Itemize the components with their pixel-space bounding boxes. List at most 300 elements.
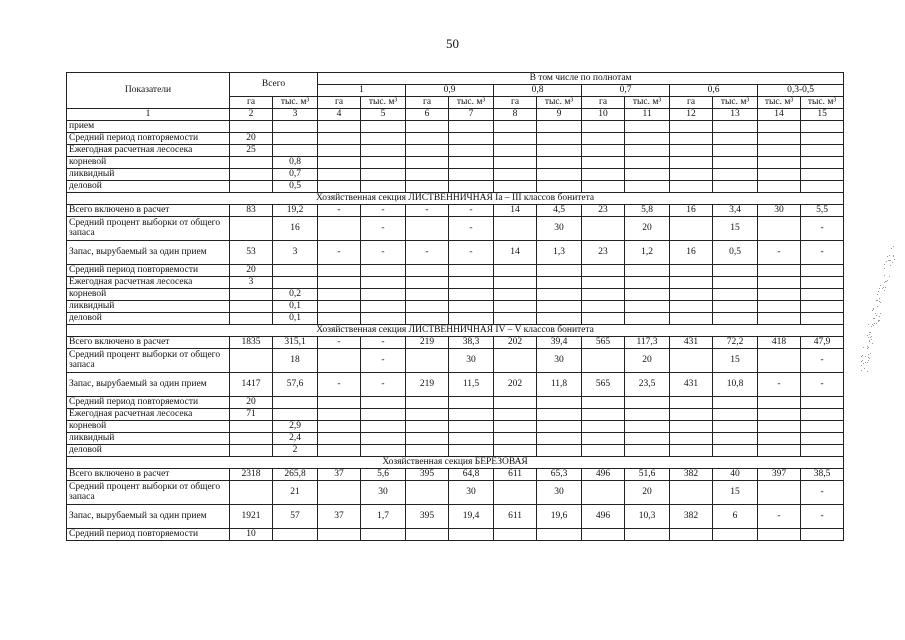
table-cell — [582, 409, 625, 421]
table-cell — [361, 421, 406, 433]
table-row — [67, 529, 844, 541]
unit-ha-header: га — [494, 97, 537, 109]
table-cell: 1,3 — [537, 241, 582, 265]
table-cell — [670, 529, 713, 541]
table-cell — [537, 421, 582, 433]
table-cell — [582, 397, 625, 409]
table-cell: - — [801, 349, 844, 373]
table-cell: 20 — [625, 217, 670, 241]
column-number: 6 — [406, 109, 449, 121]
table-cell — [406, 433, 449, 445]
table-row — [67, 265, 844, 277]
scan-speck — [879, 320, 880, 321]
row-label: Запас, вырубаемый за один прием — [67, 241, 230, 265]
table-cell — [713, 301, 758, 313]
table-cell — [318, 217, 361, 241]
table-cell — [494, 529, 537, 541]
section-header-row — [67, 457, 844, 469]
table-cell — [625, 397, 670, 409]
table-cell: 3 — [273, 241, 318, 265]
table-cell: 395 — [406, 505, 449, 529]
table-cell — [318, 481, 361, 505]
table-cell — [801, 313, 844, 325]
scan-speck — [868, 354, 869, 355]
table-cell — [230, 181, 273, 193]
column-number: 10 — [582, 109, 625, 121]
table-cell — [449, 529, 494, 541]
table-cell: 23 — [582, 205, 625, 217]
table-cell: 431 — [670, 373, 713, 397]
table-cell: 315,1 — [273, 337, 318, 349]
table-cell — [713, 121, 758, 133]
table-cell — [318, 265, 361, 277]
row-label: Средний процент выборки от общего запаса — [67, 217, 230, 241]
table-cell — [406, 445, 449, 457]
table-row — [67, 217, 844, 241]
table-cell — [758, 313, 801, 325]
table-cell: - — [801, 217, 844, 241]
table-cell — [713, 529, 758, 541]
table-cell — [494, 301, 537, 313]
table-cell: 38,3 — [449, 337, 494, 349]
table-cell: - — [318, 337, 361, 349]
table-cell — [801, 301, 844, 313]
scan-speck — [886, 281, 887, 282]
table-cell — [318, 433, 361, 445]
scan-speck — [864, 368, 865, 369]
table-cell — [713, 277, 758, 289]
table-cell — [318, 349, 361, 373]
density-header-4: 0,6 — [670, 85, 758, 97]
table-cell: - — [361, 349, 406, 373]
table-cell — [318, 181, 361, 193]
table-cell: 20 — [230, 133, 273, 145]
column-number: 2 — [230, 109, 273, 121]
scan-noise-decoration — [858, 240, 898, 380]
table-row — [67, 301, 844, 313]
table-cell — [582, 121, 625, 133]
table-cell — [670, 265, 713, 277]
table-cell: 611 — [494, 505, 537, 529]
section-header-row — [67, 193, 844, 205]
scan-speck — [865, 356, 866, 357]
table-cell: 40 — [713, 469, 758, 481]
row-label: ликвидный — [67, 433, 230, 445]
table-cell — [361, 529, 406, 541]
table-cell — [625, 445, 670, 457]
row-label: прием — [67, 121, 230, 133]
header-total: Всего — [230, 73, 318, 97]
table-cell — [758, 529, 801, 541]
table-cell — [713, 397, 758, 409]
table-cell: 565 — [582, 373, 625, 397]
table-cell: 431 — [670, 337, 713, 349]
table-cell — [537, 169, 582, 181]
table-cell: 30 — [361, 481, 406, 505]
table-cell: 0,2 — [273, 289, 318, 301]
table-cell — [494, 157, 537, 169]
table-cell: 14 — [494, 241, 537, 265]
scan-speck — [890, 265, 891, 266]
table-cell — [582, 217, 625, 241]
table-cell — [318, 445, 361, 457]
unit-volume-header: тыс. м³ — [449, 97, 494, 109]
table-cell: 0,5 — [273, 181, 318, 193]
table-cell — [670, 409, 713, 421]
unit-ha-header: га — [406, 97, 449, 109]
table-cell — [625, 529, 670, 541]
table-cell — [494, 277, 537, 289]
table-cell — [230, 289, 273, 301]
table-cell — [449, 277, 494, 289]
scan-speck — [886, 261, 887, 262]
table-cell — [582, 289, 625, 301]
table-cell — [449, 121, 494, 133]
table-cell — [582, 433, 625, 445]
header-indicators: Показатели — [67, 73, 230, 109]
table-cell — [582, 445, 625, 457]
row-label: корневой — [67, 157, 230, 169]
row-label: Средний процент выборки от общего запаса — [67, 481, 230, 505]
table-cell — [670, 217, 713, 241]
table-cell — [230, 313, 273, 325]
table-cell: 20 — [230, 265, 273, 277]
table-cell — [537, 289, 582, 301]
table-cell — [449, 397, 494, 409]
table-cell — [494, 217, 537, 241]
scan-speck — [883, 287, 884, 288]
table-cell — [537, 265, 582, 277]
column-number: 12 — [670, 109, 713, 121]
table-cell — [318, 145, 361, 157]
density-header-1: 0,9 — [406, 85, 494, 97]
scan-speck — [878, 291, 879, 292]
table-cell: 23 — [582, 241, 625, 265]
table-cell: - — [406, 241, 449, 265]
table-cell — [801, 529, 844, 541]
scan-speck — [876, 300, 877, 301]
table-cell — [361, 181, 406, 193]
row-label: Ежегодная расчетная лесосека — [67, 409, 230, 421]
table-cell — [230, 121, 273, 133]
unit-volume-header: тыс. м³ — [537, 97, 582, 109]
table-row — [67, 373, 844, 397]
table-row — [67, 289, 844, 301]
table-cell: 611 — [494, 469, 537, 481]
scan-speck — [871, 339, 872, 340]
table-cell — [273, 277, 318, 289]
table-cell — [582, 421, 625, 433]
table-cell — [406, 289, 449, 301]
table-row — [67, 181, 844, 193]
table-cell — [318, 409, 361, 421]
column-number: 3 — [273, 109, 318, 121]
table-cell: 6 — [713, 505, 758, 529]
scan-speck — [893, 246, 894, 247]
table-cell — [449, 445, 494, 457]
scan-speck — [867, 362, 868, 363]
scan-speck — [893, 255, 894, 256]
table-cell — [230, 157, 273, 169]
table-cell: 382 — [670, 505, 713, 529]
table-cell — [406, 301, 449, 313]
table-cell — [318, 157, 361, 169]
table-cell — [494, 445, 537, 457]
scan-speck — [878, 321, 879, 322]
table-cell — [494, 181, 537, 193]
table-cell: 0,1 — [273, 301, 318, 313]
table-cell — [449, 157, 494, 169]
row-label: Средний период повторяемости — [67, 397, 230, 409]
scan-speck — [863, 363, 864, 364]
row-label: Всего включено в расчет — [67, 205, 230, 217]
table-cell — [801, 157, 844, 169]
table-cell: 15 — [713, 349, 758, 373]
table-cell — [230, 445, 273, 457]
table-cell — [758, 133, 801, 145]
table-cell: 10,8 — [713, 373, 758, 397]
table-row — [67, 169, 844, 181]
table-cell — [582, 265, 625, 277]
unit-volume-header: тыс. м³ — [361, 97, 406, 109]
table-cell — [361, 445, 406, 457]
table-cell — [494, 409, 537, 421]
table-cell: 37 — [318, 505, 361, 529]
density-header-2: 0,8 — [494, 85, 582, 97]
table-cell — [494, 289, 537, 301]
table-cell: 382 — [670, 469, 713, 481]
table-cell: 47,9 — [801, 337, 844, 349]
scan-speck — [865, 362, 866, 363]
table-cell: 57 — [273, 505, 318, 529]
table-cell: 20 — [230, 397, 273, 409]
scan-speck — [880, 302, 881, 303]
table-cell — [273, 265, 318, 277]
table-cell — [582, 529, 625, 541]
table-cell: 565 — [582, 337, 625, 349]
table-cell — [494, 397, 537, 409]
table-cell: 1921 — [230, 505, 273, 529]
table-cell: 21 — [273, 481, 318, 505]
table-cell: 30 — [449, 481, 494, 505]
scan-speck — [889, 255, 890, 256]
table-cell: 117,3 — [625, 337, 670, 349]
scan-speck — [869, 334, 870, 335]
table-cell — [758, 157, 801, 169]
unit-volume-header: тыс. м³ — [273, 97, 318, 109]
table-cell — [670, 121, 713, 133]
row-label: Запас, вырубаемый за один прием — [67, 373, 230, 397]
density-header-5: 0,3-0,5 — [758, 85, 844, 97]
table-cell — [670, 169, 713, 181]
column-number: 4 — [318, 109, 361, 121]
table-cell — [582, 301, 625, 313]
unit-ha-header: га — [230, 97, 273, 109]
table-cell: - — [361, 217, 406, 241]
table-cell: 1,7 — [361, 505, 406, 529]
table-cell — [406, 313, 449, 325]
table-cell — [273, 397, 318, 409]
table-cell — [494, 169, 537, 181]
scan-speck — [880, 313, 881, 314]
table-cell — [582, 349, 625, 373]
table-cell: 4,5 — [537, 205, 582, 217]
scan-speck — [875, 313, 876, 314]
table-cell — [406, 145, 449, 157]
table-cell: 2 — [273, 445, 318, 457]
table-cell — [230, 421, 273, 433]
table-cell — [361, 277, 406, 289]
row-label: деловой — [67, 313, 230, 325]
table-cell — [361, 313, 406, 325]
table-cell — [361, 301, 406, 313]
density-header-3: 0,7 — [582, 85, 670, 97]
table-cell: 18 — [273, 349, 318, 373]
table-cell — [670, 433, 713, 445]
table-cell: 14 — [494, 205, 537, 217]
table-cell — [625, 169, 670, 181]
table-cell: 11,8 — [537, 373, 582, 397]
table-cell: - — [801, 505, 844, 529]
row-label: Ежегодная расчетная лесосека — [67, 145, 230, 157]
table-cell — [582, 313, 625, 325]
table-cell — [582, 277, 625, 289]
table-cell — [713, 445, 758, 457]
table-cell — [273, 145, 318, 157]
row-label: ликвидный — [67, 169, 230, 181]
table-cell — [494, 421, 537, 433]
unit-volume-header: тыс. м³ — [625, 97, 670, 109]
table-cell — [758, 277, 801, 289]
table-cell — [758, 217, 801, 241]
table-cell — [625, 421, 670, 433]
table-cell — [670, 349, 713, 373]
table-cell — [361, 145, 406, 157]
table-cell: 265,8 — [273, 469, 318, 481]
scan-speck — [884, 282, 885, 283]
table-cell — [801, 145, 844, 157]
table-cell — [625, 121, 670, 133]
table-cell — [318, 133, 361, 145]
table-cell — [625, 433, 670, 445]
table-cell: 3 — [230, 277, 273, 289]
scan-speck — [877, 294, 878, 295]
column-number: 9 — [537, 109, 582, 121]
scan-speck — [884, 290, 885, 291]
table-cell — [230, 301, 273, 313]
table-cell: - — [449, 217, 494, 241]
table-cell — [406, 421, 449, 433]
forest-harvest-table — [66, 72, 844, 541]
table-cell — [318, 301, 361, 313]
row-label: Средний процент выборки от общего запаса — [67, 349, 230, 373]
table-row — [67, 397, 844, 409]
table-cell — [406, 181, 449, 193]
table-cell: 2,9 — [273, 421, 318, 433]
table-cell — [625, 265, 670, 277]
unit-ha-header: га — [670, 97, 713, 109]
scan-speck — [884, 264, 885, 265]
section-title: Хозяйственная секция ЛИСТВЕННИЧНАЯ Ia – III классов бонитета — [67, 193, 844, 205]
table-cell — [801, 121, 844, 133]
table-cell — [625, 277, 670, 289]
table-cell — [625, 409, 670, 421]
table-cell — [537, 181, 582, 193]
row-label: Ежегодная расчетная лесосека — [67, 277, 230, 289]
table-cell — [758, 121, 801, 133]
table-cell — [406, 529, 449, 541]
table-cell: - — [758, 505, 801, 529]
table-row — [67, 157, 844, 169]
table-cell — [494, 133, 537, 145]
table-cell — [582, 133, 625, 145]
column-number: 13 — [713, 109, 758, 121]
unit-volume-header: тыс. м³ — [713, 97, 758, 109]
table-cell: 16 — [670, 241, 713, 265]
table-cell — [670, 421, 713, 433]
table-cell — [625, 181, 670, 193]
scan-speck — [861, 361, 862, 362]
unit-ha-header: га — [582, 97, 625, 109]
table-cell — [582, 145, 625, 157]
scan-speck — [892, 262, 893, 263]
table-cell: 2,4 — [273, 433, 318, 445]
scan-speck — [877, 306, 878, 307]
table-cell — [625, 313, 670, 325]
table-cell — [273, 133, 318, 145]
scan-speck — [867, 348, 868, 349]
table-cell — [758, 265, 801, 277]
table-cell — [449, 421, 494, 433]
table-cell: - — [449, 205, 494, 217]
table-cell: 30 — [537, 349, 582, 373]
table-cell — [670, 445, 713, 457]
table-cell — [670, 145, 713, 157]
table-cell — [230, 481, 273, 505]
table-cell: 418 — [758, 337, 801, 349]
table-cell: 37 — [318, 469, 361, 481]
table-cell: - — [758, 373, 801, 397]
table-cell: 1,2 — [625, 241, 670, 265]
table-cell — [537, 529, 582, 541]
table-cell: 20 — [625, 481, 670, 505]
scan-speck — [879, 288, 880, 289]
table-cell — [758, 397, 801, 409]
table-cell: 2318 — [230, 469, 273, 481]
table-cell — [494, 121, 537, 133]
table-cell: 64,8 — [449, 469, 494, 481]
table-cell: 15 — [713, 481, 758, 505]
table-cell — [670, 301, 713, 313]
table-cell — [449, 289, 494, 301]
scan-speck — [874, 323, 875, 324]
table-cell: 23,5 — [625, 373, 670, 397]
table-cell — [318, 313, 361, 325]
table-cell — [494, 313, 537, 325]
table-cell — [537, 145, 582, 157]
table-cell — [758, 409, 801, 421]
table-cell — [537, 301, 582, 313]
table-cell: - — [318, 373, 361, 397]
table-row — [67, 505, 844, 529]
scan-speck — [867, 371, 868, 372]
table-cell: 1835 — [230, 337, 273, 349]
table-cell — [361, 169, 406, 181]
table-cell — [273, 409, 318, 421]
table-row — [67, 469, 844, 481]
table-cell: - — [449, 241, 494, 265]
row-label: корневой — [67, 421, 230, 433]
